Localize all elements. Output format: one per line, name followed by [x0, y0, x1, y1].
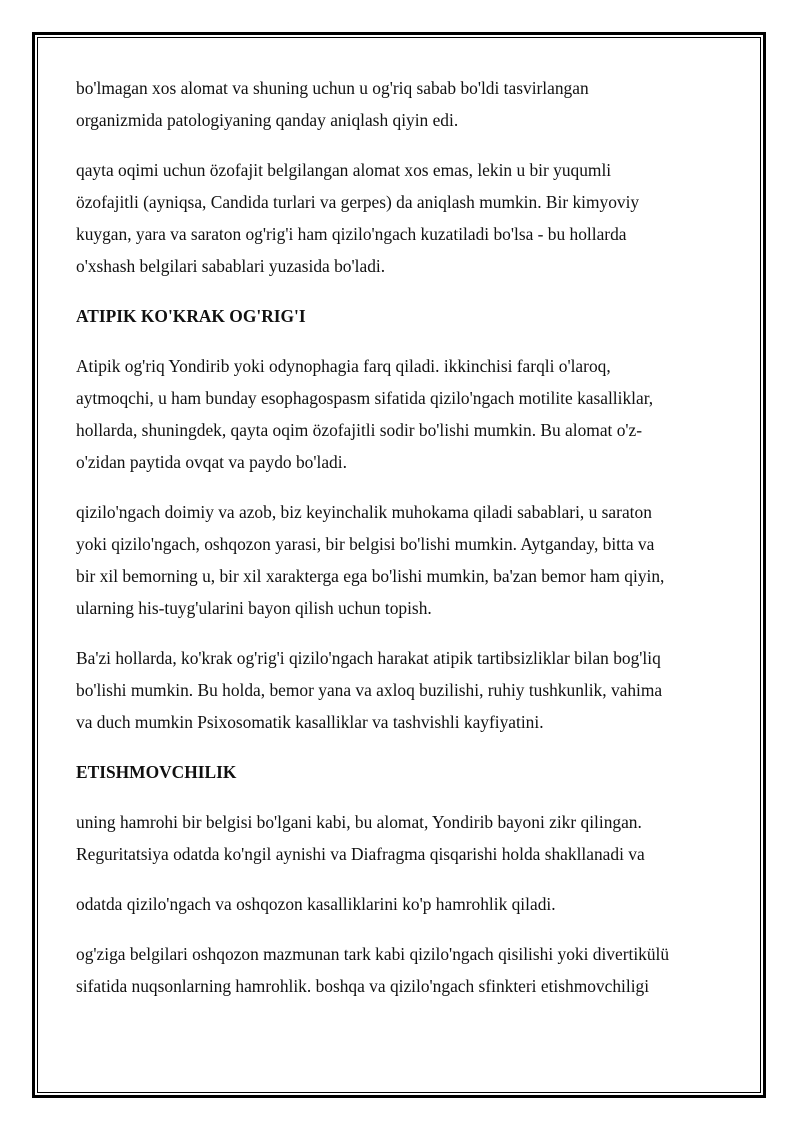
text-line: uning hamrohi bir belgisi bo'lgani kabi, bu alomat, Yondirib bayoni zikr qilingan.	[76, 812, 642, 832]
text-line: qizilo'ngach doimiy va azob, biz keyinchalik muhokama qiladi sabablari, u saraton	[76, 502, 652, 522]
text-line: bo'lmagan xos alomat va shuning uchun u og'riq sabab bo'ldi tasvirlangan	[76, 78, 589, 98]
paragraph-4	[76, 496, 726, 624]
text-line: özofajitli (ayniqsa, Candida turlari va gerpes) da aniqlash mumkin. Bir kimyoviy	[76, 192, 640, 212]
paragraph-7	[76, 888, 726, 920]
paragraph-6	[76, 806, 726, 870]
text-line: organizmida patologiyaning qanday aniqlash qiyin edi.	[76, 110, 459, 130]
text-line: sifatida nuqsonlarning hamrohlik. boshqa va qizilo'ngach sfinkteri etishmovchiligi	[76, 976, 650, 996]
text-line: o'xshash belgilari sabablari yuzasida bo'ladi.	[76, 256, 386, 276]
paragraph-8	[76, 938, 726, 1002]
paragraph-2	[76, 154, 726, 282]
text-line: Atipik og'riq Yondirib yoki odynophagia farq qiladi. ikkinchisi farqli o'laroq,	[76, 356, 611, 376]
text-line: Ba'zi hollarda, ko'krak og'rig'i qizilo'ngach harakat atipik tartibsizliklar bilan bog'liq	[76, 648, 661, 668]
text-line: bo'lishi mumkin. Bu holda, bemor yana va axloq buzilishi, ruhiy tushkunlik, vahima	[76, 680, 663, 700]
text-line: yoki qizilo'ngach, oshqozon yarasi, bir belgisi bo'lishi mumkin. Aytganday, bitta va	[76, 534, 655, 554]
paragraph-3	[76, 350, 726, 478]
text-line: odatda qizilo'ngach va oshqozon kasalliklarini ko'p hamrohlik qiladi.	[76, 894, 556, 914]
paragraph-5	[76, 642, 726, 738]
text-line: va duch mumkin Psixosomatik kasalliklar va tashvishli kayfiyatini.	[76, 712, 544, 732]
text-line: qayta oqimi uchun özofajit belgilangan alomat xos emas, lekin u bir yuqumli	[76, 160, 612, 180]
text-line: kuygan, yara va saraton og'rig'i ham qizilo'ngach kuzatiladi bo'lsa - bu hollarda	[76, 224, 627, 244]
section-heading-etishmovchilik: ETISHMOVCHILIK	[76, 762, 237, 782]
text-line: o'zidan paytida ovqat va paydo bo'ladi.	[76, 452, 347, 472]
section-heading-atipik: ATIPIK KO'KRAK OG'RIG'I	[76, 306, 306, 326]
document-body	[76, 72, 726, 1020]
text-line: aytmoqchi, u ham bunday esophagospasm sifatida qizilo'ngach motilite kasalliklar,	[76, 388, 654, 408]
paragraph-1	[76, 72, 726, 136]
text-line: og'ziga belgilari oshqozon mazmunan tark kabi qizilo'ngach qisilishi yoki divertikülü	[76, 944, 670, 964]
text-line: ularning his-tuyg'ularini bayon qilish uchun topish.	[76, 598, 432, 618]
text-line: bir xil bemorning u, bir xil xarakterga ega bo'lishi mumkin, ba'zan bemor ham qiyin,	[76, 566, 665, 586]
text-line: Reguritatsiya odatda ko'ngil aynishi va Diafragma qisqarishi holda shakllanadi va	[76, 844, 645, 864]
text-line: hollarda, shuningdek, qayta oqim özofajitli sodir bo'lishi mumkin. Bu alomat o'z-	[76, 420, 643, 440]
